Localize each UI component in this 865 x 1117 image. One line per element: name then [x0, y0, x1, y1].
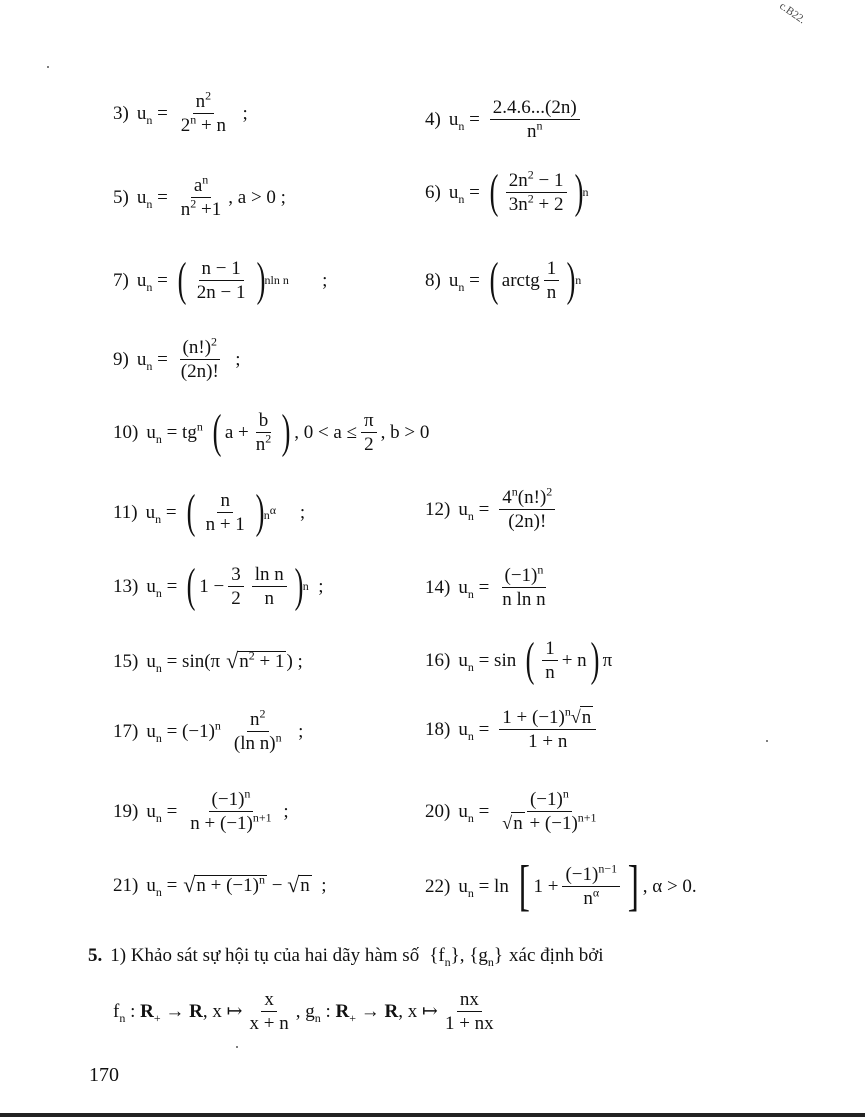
exercise-5-label: 5.: [88, 945, 103, 966]
formula-11: 11) $u_n$ = ( $\frac{n}{n + 1}$ ) $n^\alpha$ ;: [113, 485, 306, 538]
exercise-5-definition: $f_n$ : $R_+ \to R$, x ↦ $\frac{x}{x + n}$ , $g_n$ : $R_+ \to R$, x ↦ $\frac{nx}{1 + nx}$: [113, 989, 494, 1034]
exercise-5-line: 5. 1) Khảo sát sự hội tụ của hai dãy hàm số $\{f_n\}$, $\{g_n\}$ xác định bởi: [88, 945, 604, 969]
formula-5: 5) $u_n$ = $\frac{a^n}{n^2 +1}$ , a > 0 ;: [113, 172, 286, 220]
formula-16: 16) $u_n = \sin$ ( $\frac{1}{n}$ + n ) π: [425, 633, 613, 686]
formula-8: 8) $u_n$ = ( arctg $\frac{1}{n}$ ) n: [425, 253, 582, 306]
speck: [236, 1046, 238, 1048]
page-number: 170: [89, 1064, 119, 1086]
formula-22: 22) $u_n = \ln$ [ 1 + $\frac{(-1)^{n-1}}{n^\alpha}$ ] , α > 0.: [425, 855, 697, 917]
formula-3: 3) $u_n$ = $\frac{n^2}{2^n + n}$ ;: [113, 88, 248, 136]
formula-15: 15) $u_n = \sin(\pi$ √ $n^2 + 1$ ) ;: [113, 648, 303, 675]
exercise-5-text: 1) Khảo sát sự hội tụ của hai dãy hàm số: [110, 945, 420, 966]
formula-9: 9) $u_n$ = $\frac{(n!)^2}{(2n)!}$ ;: [113, 334, 241, 382]
speck: [766, 740, 768, 742]
formula-7: 7) $u_n$ = ( $\frac{n - 1}{2n - 1}$ ) nln n ;: [113, 253, 328, 306]
formula-21: 21) $u_n$ = √ $n + (-1)^n$ − √ n ;: [113, 872, 327, 899]
formula-12: 12) $u_n$ = $\frac{4^n(n!)^2}{(2n)!}$: [425, 488, 559, 531]
exercise-5-text-end: xác định bởi: [509, 945, 604, 966]
speck: [47, 66, 49, 68]
formula-18: 18) $u_n$ = $\frac{1 + (-1)^n√n}{1 + n}$: [425, 708, 600, 751]
formula-13: 13) $u_n$ = ( 1 − $\frac{3}{2}$ $\frac{\text{ln n}}{n}$ ) n ;: [113, 559, 324, 612]
formula-14: 14) $u_n$ = $\frac{(-1)^n}{\text{n ln n}}$: [425, 562, 546, 610]
formula-17: 17) $u_n = (-1)^n$ $\frac{n^2}{(\ln n)^n}$ ;: [113, 706, 304, 754]
formula-19: 19) $u_n$ = $\frac{(-1)^n}{n + (-1)^{n+1}}$ ;: [113, 786, 289, 834]
corner-mark: c.B22.: [777, 0, 808, 27]
page-edge: [0, 1113, 865, 1117]
formula-4: 4) $u_n$ = $\frac{2.4.6...(2n)}{n^n}$: [425, 98, 584, 141]
formula-6: 6) $u_n$ = ( $\frac{2n^2 - 1}{3n^2 + 2}$ ) n: [425, 165, 589, 218]
formula-10: 10) $u_n = tg^n$ ( a + $\frac{b}{n^2}$ ) , 0 < a ≤ $\frac{\pi}{2}$ , b > 0: [113, 405, 430, 458]
formula-20: 20) $u_n$ = $\frac{(-1)^n}{√n + (-1)^{n+1}}$: [425, 786, 597, 834]
